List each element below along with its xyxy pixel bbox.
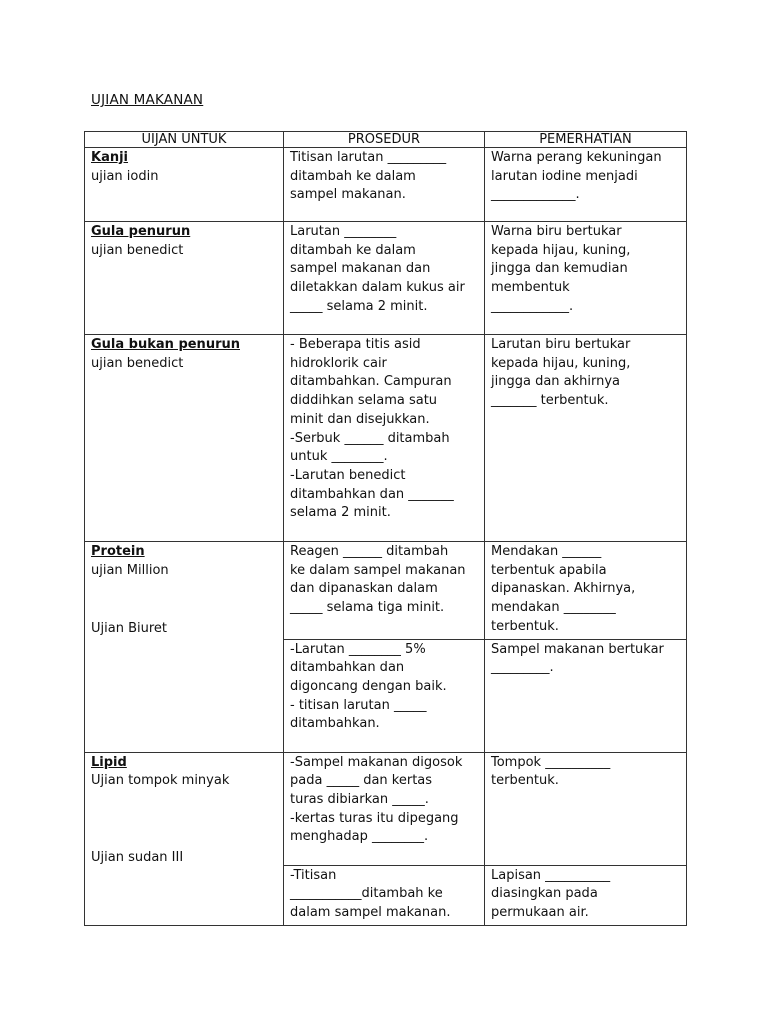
procedure-line: ke dalam sampel makanan	[290, 562, 466, 578]
observation-line: Mendakan ______	[491, 544, 602, 559]
table-row-gula-bukan-penurun	[85, 335, 687, 542]
procedure-line: selama 2 minit.	[290, 505, 391, 521]
procedure-line: minit dan disejukkan.	[290, 411, 430, 427]
procedure-line: -Sampel makanan digosok	[290, 754, 463, 770]
procedure-line: _____ selama 2 minit.	[290, 298, 428, 314]
observation-line: membentuk	[491, 280, 570, 296]
procedure-line: Reagen ______ ditambah	[290, 544, 449, 559]
procedure-line: ditambah ke dalam	[290, 168, 416, 184]
procedure-line: diddihkan selama satu	[290, 393, 438, 409]
header-test: UIJAN UNTUK	[85, 132, 284, 148]
procedure-line: ditambahkan.	[290, 716, 380, 732]
observation-line: dipanaskan. Akhirnya,	[491, 581, 636, 597]
procedure-line: -Serbuk ______ ditambah	[290, 430, 450, 446]
test-name: Ujian Biuret	[91, 621, 168, 637]
observation-line: Warna biru bertukar	[491, 224, 622, 239]
header-procedure: PROSEDUR	[284, 132, 485, 148]
observation-cell	[485, 148, 687, 222]
procedure-line: sampel makanan.	[290, 187, 406, 203]
test-name: ujian Million	[91, 562, 169, 578]
procedure-line: dan dipanaskan dalam	[290, 581, 438, 597]
category-name: Kanji	[91, 150, 129, 165]
procedure-cell	[284, 148, 485, 222]
procedure-line: ___________ditambah ke	[290, 886, 443, 902]
procedure-line: digoncang dengan baik.	[290, 678, 447, 694]
procedure-line: Titisan larutan _________	[290, 150, 447, 165]
observation-line: kepada hijau, kuning,	[491, 242, 631, 258]
procedure-cell	[284, 865, 485, 925]
table-row-lipid-tompok	[85, 752, 687, 865]
procedure-line: turas dibiarkan _____.	[290, 791, 429, 807]
procedure-line: untuk ________.	[290, 449, 388, 465]
procedure-cell	[284, 222, 485, 335]
observation-cell	[485, 865, 687, 925]
observation-line: Lapisan __________	[491, 867, 611, 883]
observation-cell	[485, 335, 687, 542]
observation-line: diasingkan pada	[491, 886, 598, 902]
table-header-row	[85, 132, 687, 148]
procedure-line: _____ selama tiga minit.	[290, 600, 445, 616]
procedure-line: -Titisan	[290, 867, 337, 883]
procedure-line: diletakkan dalam kukus air	[290, 280, 465, 296]
procedure-line: pada _____ dan kertas	[290, 773, 433, 789]
observation-cell	[485, 222, 687, 335]
observation-line: larutan iodine menjadi	[491, 168, 638, 184]
procedure-line: ditambahkan dan _______	[290, 486, 454, 502]
procedure-line: -Larutan benedict	[290, 467, 406, 483]
observation-line: permukaan air.	[491, 904, 589, 920]
procedure-line: -Larutan ________ 5%	[290, 641, 426, 657]
procedure-line: - Beberapa titis asid	[290, 337, 421, 352]
procedure-line: menghadap ________.	[290, 829, 429, 845]
procedure-line: ditambahkan. Campuran	[290, 374, 452, 390]
procedure-cell	[284, 752, 485, 865]
observation-cell	[485, 542, 687, 640]
test-name: Ujian tompok minyak	[91, 773, 230, 789]
observation-line: jingga dan akhirnya	[491, 374, 621, 390]
procedure-cell	[284, 335, 485, 542]
header-observation: PEMERHATIAN	[485, 132, 687, 148]
category-name: Lipid	[91, 754, 127, 770]
test-cell	[85, 222, 284, 335]
observation-line: _________.	[491, 660, 554, 676]
test-cell	[85, 335, 284, 542]
observation-line: _______ terbentuk.	[491, 393, 609, 409]
food-test-table	[84, 131, 687, 926]
test-name: ujian benedict	[91, 242, 184, 258]
procedure-line: dalam sampel makanan.	[290, 904, 451, 920]
observation-line: Larutan biru bertukar	[491, 337, 631, 352]
test-name: Ujian sudan III	[91, 849, 184, 865]
observation-cell	[485, 752, 687, 865]
category-name: Gula bukan penurun	[91, 337, 240, 352]
observation-line: ____________.	[491, 298, 574, 314]
document-title: UJIAN MAKANAN	[91, 92, 204, 108]
observation-cell	[485, 639, 687, 752]
procedure-line: -kertas turas itu dipegang	[290, 810, 459, 826]
category-name: Gula penurun	[91, 224, 191, 239]
observation-line: terbentuk.	[491, 773, 559, 789]
table-row-gula-penurun	[85, 222, 687, 335]
observation-line: Sampel makanan bertukar	[491, 641, 664, 657]
procedure-line: sampel makanan dan	[290, 261, 431, 277]
test-cell	[85, 148, 284, 222]
observation-line: terbentuk.	[491, 618, 559, 634]
observation-line: _____________.	[491, 187, 580, 203]
observation-line: Tompok __________	[491, 754, 611, 770]
observation-line: Warna perang kekuningan	[491, 150, 662, 165]
procedure-line: ditambahkan dan	[290, 660, 405, 676]
test-cell	[85, 752, 284, 925]
observation-line: kepada hijau, kuning,	[491, 355, 631, 371]
procedure-line: hidroklorik cair	[290, 355, 387, 371]
table-row-protein-million	[85, 542, 687, 640]
procedure-line: Larutan ________	[290, 224, 397, 239]
observation-line: mendakan ________	[491, 600, 616, 616]
procedure-cell	[284, 639, 485, 752]
procedure-line: - titisan larutan _____	[290, 697, 427, 713]
category-name: Protein	[91, 544, 145, 559]
observation-line: terbentuk apabila	[491, 562, 607, 578]
table-row-kanji	[85, 148, 687, 222]
observation-line: jingga dan kemudian	[491, 261, 628, 277]
test-name: ujian benedict	[91, 355, 184, 371]
test-name: ujian iodin	[91, 168, 159, 184]
test-cell	[85, 542, 284, 753]
procedure-line: ditambah ke dalam	[290, 242, 416, 258]
procedure-cell	[284, 542, 485, 640]
